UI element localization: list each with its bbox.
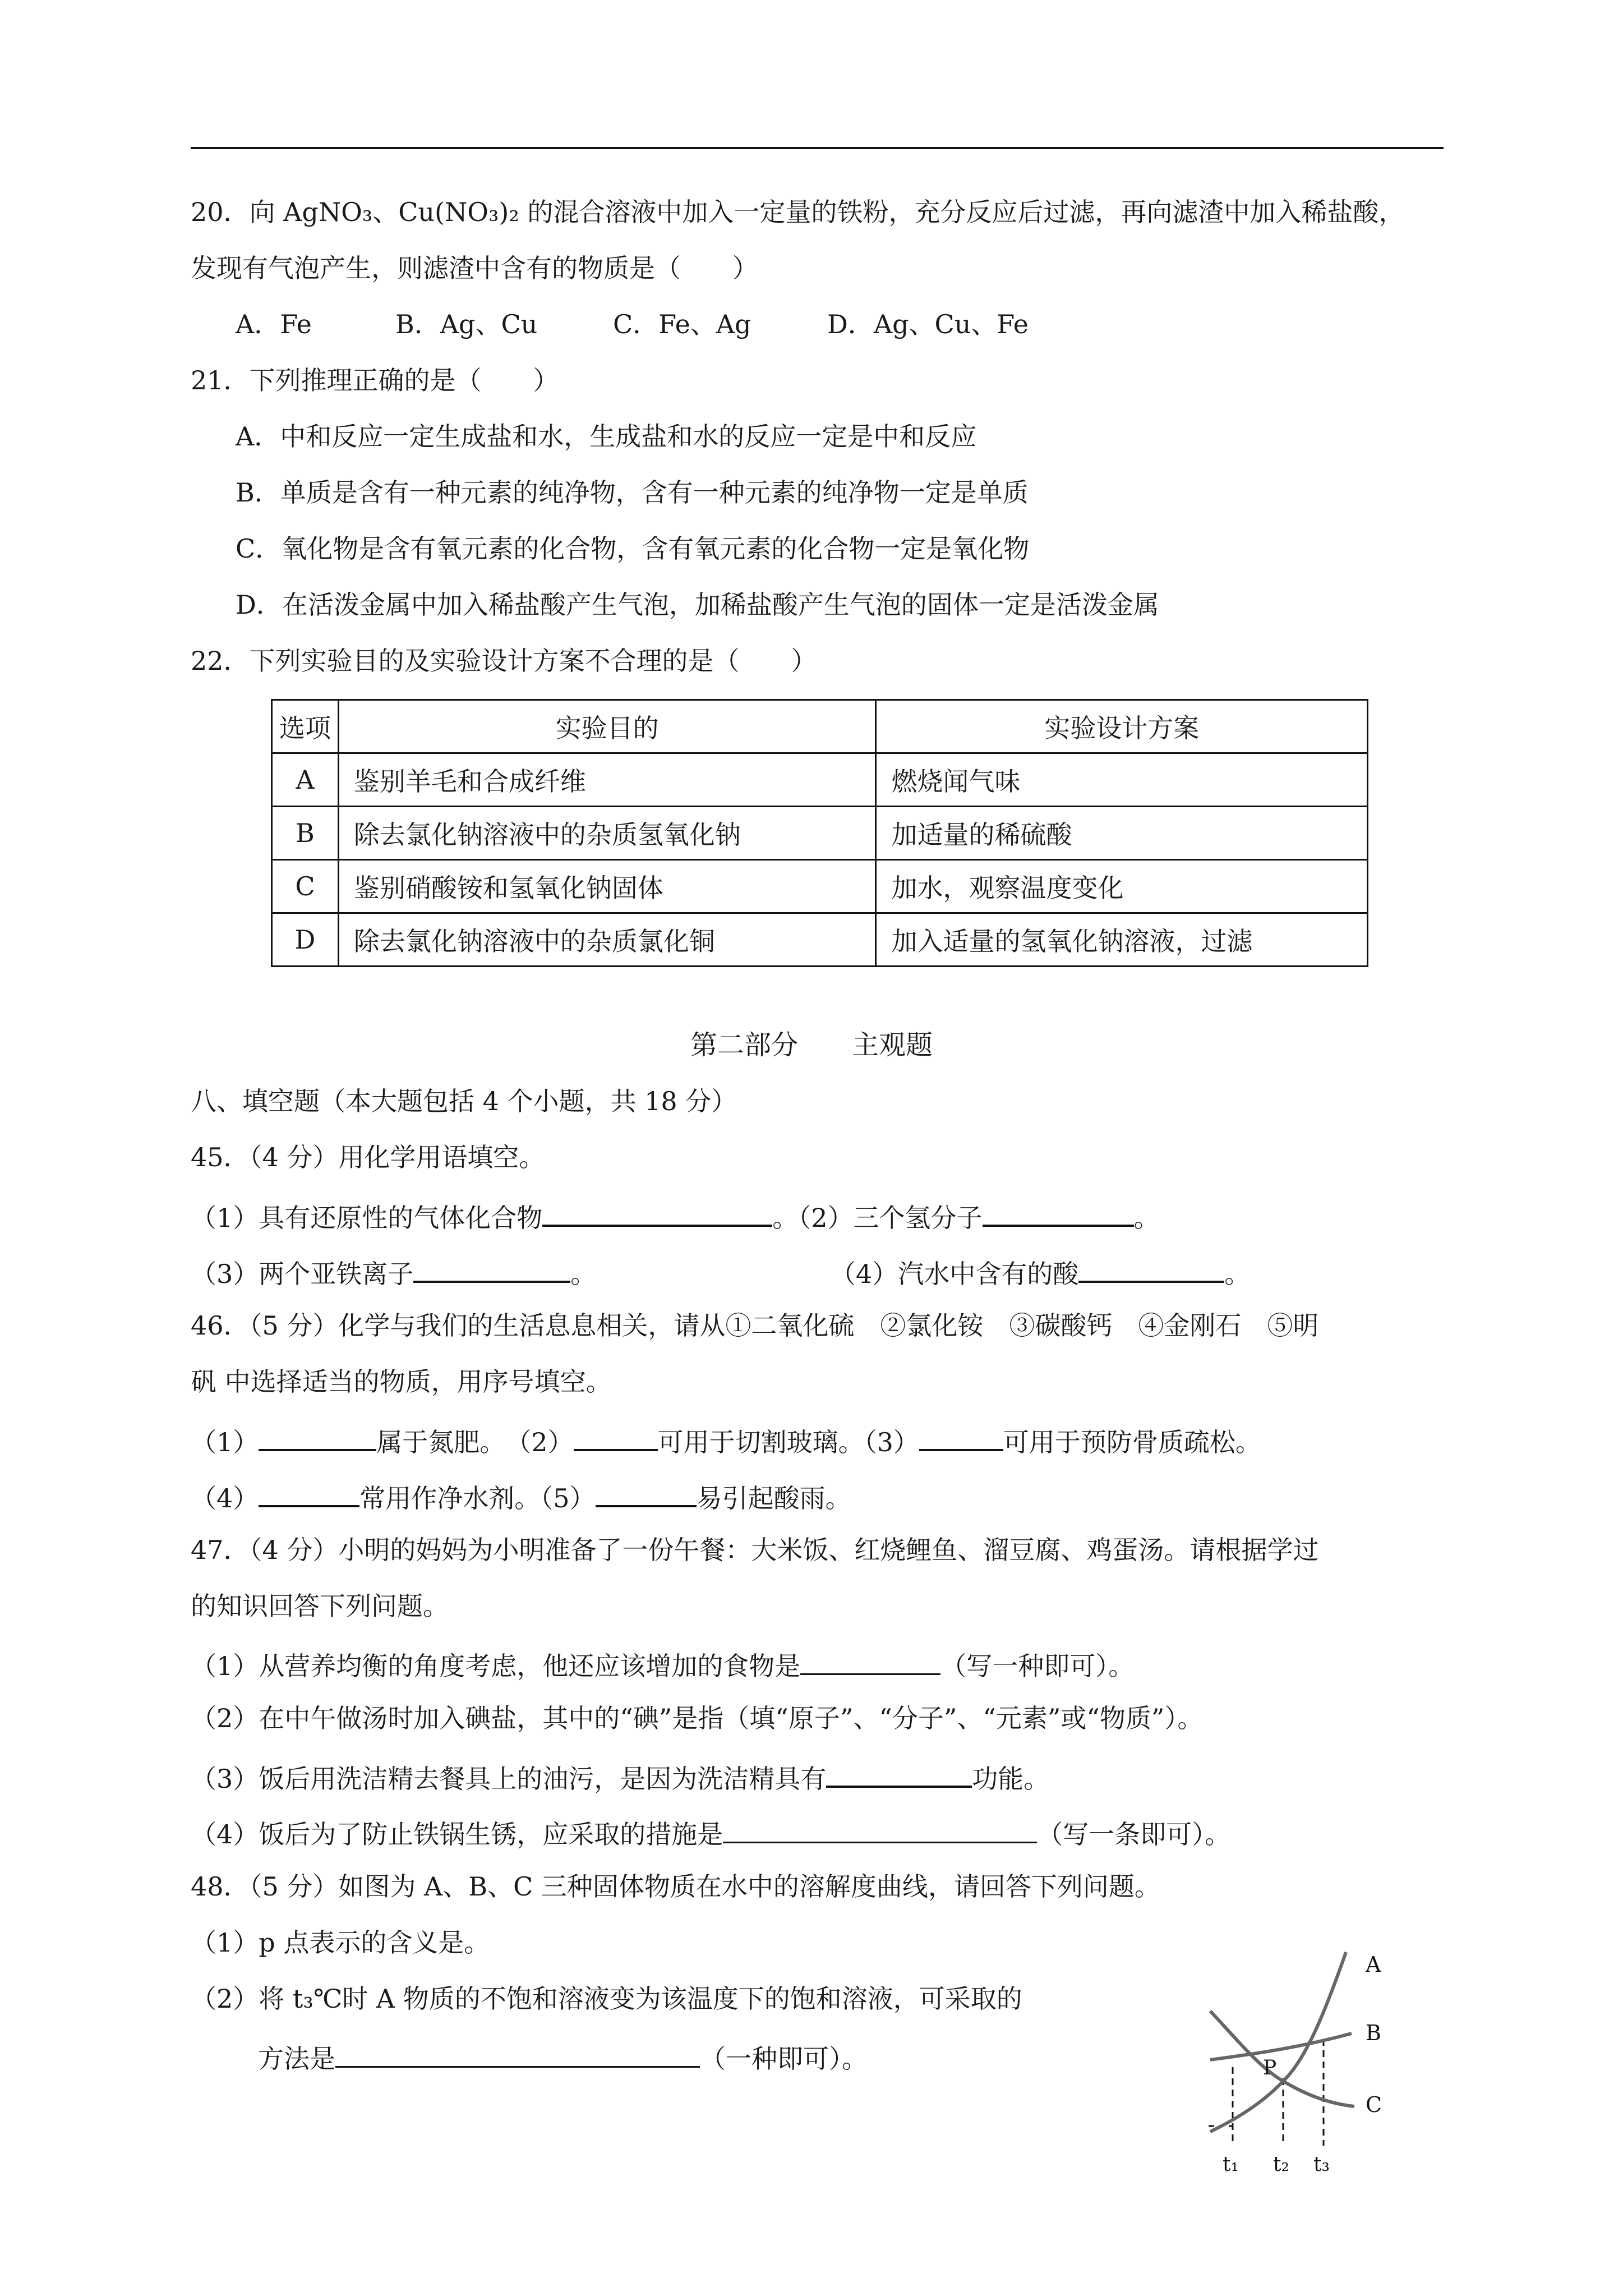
q46-part5-label: 常用作净水剂。（5） bbox=[359, 1483, 596, 1513]
q46-row1 bbox=[191, 1421, 1261, 1459]
q45-part1-label: （1）具有还原性的气体化合物 bbox=[191, 1203, 543, 1233]
q20-option-c: C．Fe、Ag bbox=[613, 309, 751, 339]
q48-part3-end: （一种即可）。 bbox=[700, 2044, 868, 2074]
q48-part3 bbox=[258, 2038, 868, 2076]
answer-blank[interactable] bbox=[826, 1757, 972, 1788]
answer-blank[interactable] bbox=[800, 1645, 940, 1675]
q22-stem: 22．下列实验目的及实验设计方案不合理的是（ ） bbox=[191, 646, 817, 676]
q47-part1-end: （写一种即可）。 bbox=[940, 1651, 1135, 1681]
q47-line1: 47．（4 分）小明的妈妈为小明准备了一份午餐：大米饭、红烧鲤鱼、溜豆腐、鸡蛋汤。请根据学过 bbox=[191, 1535, 1319, 1565]
q47-part3-label: （3）饭后用洗洁精去餐具上的油污，是因为洗洁精具有 bbox=[191, 1764, 827, 1794]
q45-part3-label: （3）两个亚铁离子 bbox=[191, 1259, 414, 1289]
q20-option-b: B．Ag、Cu bbox=[395, 309, 538, 339]
answer-blank[interactable] bbox=[983, 1197, 1134, 1227]
curve-a bbox=[1210, 1952, 1346, 2132]
table-cell: 加入适量的氢氧化钠溶液，过滤 bbox=[876, 913, 1368, 967]
q20-line1: 20．向 AgNO₃、Cu(NO₃)₂ 的混合溶液中加入一定量的铁粉，充分反应后过滤，再向滤渣中加入稀盐酸， bbox=[191, 197, 1405, 227]
answer-blank[interactable] bbox=[413, 1253, 570, 1283]
q45-row2-right bbox=[830, 1253, 1250, 1291]
table-cell: D bbox=[272, 913, 339, 967]
q47-part4-end: （写一条即可）。 bbox=[1037, 1819, 1231, 1849]
table-row bbox=[272, 913, 1368, 967]
experiment-table bbox=[271, 699, 1368, 967]
q48-part1: （1）p 点表示的含义是。 bbox=[191, 1927, 490, 1958]
answer-blank[interactable] bbox=[542, 1197, 772, 1227]
answer-blank[interactable] bbox=[919, 1421, 1003, 1451]
table-cell: 加水，观察温度变化 bbox=[876, 860, 1368, 913]
q45-part3-end: 。 bbox=[570, 1259, 597, 1289]
table-cell: 鉴别硝酸铵和氢氧化钠固体 bbox=[338, 860, 876, 913]
part-two-title: 第二部分 主观题 bbox=[690, 1029, 933, 1061]
answer-blank[interactable] bbox=[1078, 1253, 1224, 1283]
table-cell: A bbox=[272, 753, 339, 807]
q21-option-b: B．单质是含有一种元素的纯净物，含有一种元素的纯净物一定是单质 bbox=[236, 477, 1029, 508]
series-label-a: A bbox=[1366, 1952, 1381, 1977]
table-cell: 除去氯化钠溶液中的杂质氢氧化钠 bbox=[338, 807, 876, 860]
q21-option-c: C．氧化物是含有氧元素的化合物，含有氧元素的化合物一定是氧化物 bbox=[236, 533, 1030, 564]
q47-part1-label: （1）从营养均衡的角度考虑，他还应该增加的食物是 bbox=[191, 1651, 801, 1681]
table-header-row bbox=[272, 700, 1368, 753]
answer-blank[interactable] bbox=[574, 1421, 658, 1451]
series-label-c: C bbox=[1366, 2092, 1382, 2117]
q47-row2: （2）在中午做汤时加入碘盐，其中的“碘”是指（填“原子”、“分子”、“元素”或“物质”）。 bbox=[191, 1703, 1204, 1733]
q45-row1 bbox=[191, 1197, 1160, 1235]
q21-option-a: A．中和反应一定生成盐和水，生成盐和水的反应一定是中和反应 bbox=[236, 421, 977, 452]
curve-b bbox=[1210, 2033, 1352, 2060]
q47-row3 bbox=[191, 1757, 1049, 1796]
series-label-b: B bbox=[1366, 2021, 1381, 2045]
q47-line2: 的知识回答下列问题。 bbox=[191, 1591, 449, 1621]
x-tick-label-t2: t₂ bbox=[1273, 2153, 1289, 2176]
q46-line2: 矾 中选择适当的物质，用序号填空。 bbox=[191, 1366, 612, 1397]
table-cell: 鉴别羊毛和合成纤维 bbox=[338, 753, 876, 807]
x-tick-label-t3: t₃ bbox=[1313, 2153, 1330, 2176]
table-cell: 除去氯化钠溶液中的杂质氯化铜 bbox=[338, 913, 876, 967]
q46-part3-label: 可用于切割玻璃。（3） bbox=[657, 1427, 919, 1457]
q48-stem: 48．（5 分）如图为 A、B、C 三种固体物质在水中的溶解度曲线，请回答下列问题。 bbox=[191, 1871, 1160, 1902]
table-header-cell: 选项 bbox=[272, 700, 339, 753]
header-rule bbox=[191, 147, 1444, 149]
table-header-cell: 实验目的 bbox=[338, 700, 876, 753]
q46-part4-label: （4） bbox=[191, 1483, 259, 1513]
table-header-cell: 实验设计方案 bbox=[876, 700, 1368, 753]
q48-part3-label: 方法是 bbox=[258, 2044, 335, 2074]
q45-part2-label: 。（2）三个氢分子 bbox=[772, 1203, 983, 1233]
x-tick-label-t1: t₁ bbox=[1223, 2153, 1239, 2176]
table-cell: 加适量的稀硫酸 bbox=[876, 807, 1368, 860]
table-row bbox=[272, 807, 1368, 860]
q20-line2: 发现有气泡产生，则滤渣中含有的物质是（ ） bbox=[191, 253, 758, 283]
table-cell: 燃烧闻气味 bbox=[876, 753, 1368, 807]
q46-part3-end: 可用于预防骨质疏松。 bbox=[1003, 1427, 1261, 1457]
section-eight-title: 八、填空题（本大题包括 4 个小题，共 18 分） bbox=[191, 1086, 737, 1116]
q21-option-d: D．在活泼金属中加入稀盐酸产生气泡，加稀盐酸产生气泡的固体一定是活泼金属 bbox=[236, 590, 1159, 620]
answer-blank[interactable] bbox=[259, 1477, 359, 1507]
table-row bbox=[272, 860, 1368, 913]
q46-part1-label: （1） bbox=[191, 1427, 259, 1457]
q21-stem: 21．下列推理正确的是（ ） bbox=[191, 365, 559, 395]
q47-row4 bbox=[191, 1814, 1230, 1851]
q45-part4-label: （4）汽水中含有的酸 bbox=[830, 1259, 1079, 1289]
q47-part4-label: （4）饭后为了防止铁锅生锈，应采取的措施是 bbox=[191, 1819, 723, 1849]
q46-part2-label: 属于氮肥。 （2） bbox=[376, 1427, 574, 1457]
q45-part2-end: 。 bbox=[1133, 1203, 1160, 1233]
q48-part2: （2）将 t₃℃时 A 物质的不饱和溶液变为该温度下的饱和溶液，可采取的 bbox=[191, 1984, 1022, 2014]
answer-blank[interactable] bbox=[723, 1814, 1037, 1843]
table-cell: B bbox=[272, 807, 339, 860]
table-cell: C bbox=[272, 860, 339, 913]
q47-part3-end: 功能。 bbox=[972, 1764, 1050, 1794]
q45-stem: 45．（4 分）用化学用语填空。 bbox=[191, 1142, 545, 1172]
table-row bbox=[272, 753, 1368, 807]
q47-row1 bbox=[191, 1645, 1134, 1683]
q46-row2 bbox=[191, 1477, 851, 1515]
q46-line1: 46．（5 分）化学与我们的生活息息相关，请从①二氧化硫 ②氯化铵 ③碳酸钙 ④金刚石 ⑤明 bbox=[191, 1310, 1319, 1341]
answer-blank[interactable] bbox=[335, 2038, 700, 2068]
q20-option-a: A．Fe bbox=[236, 309, 312, 339]
q20-option-d: D．Ag、Cu、Fe bbox=[827, 309, 1029, 339]
q45-part4-end: 。 bbox=[1224, 1259, 1251, 1289]
solubility-chart bbox=[1138, 1930, 1453, 2177]
point-p-label: P bbox=[1263, 2056, 1277, 2079]
answer-blank[interactable] bbox=[259, 1421, 376, 1451]
q46-part5-end: 易引起酸雨。 bbox=[696, 1483, 851, 1513]
q45-row2-left bbox=[191, 1253, 596, 1291]
answer-blank[interactable] bbox=[596, 1477, 697, 1507]
